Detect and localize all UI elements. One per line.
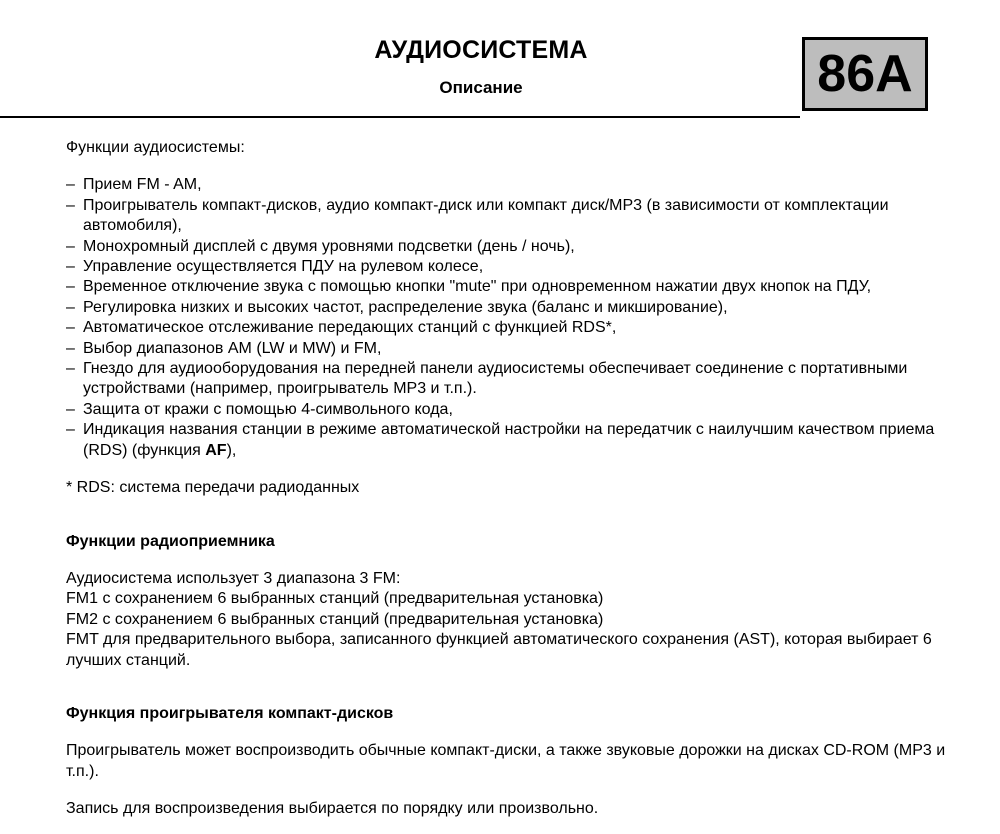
- list-item-text: Гнездо для аудиооборудования на передней панели аудиосистемы обеспечивает соединение с портативными устройствами (например, проигрыватель MP3 и т.п.).: [83, 360, 908, 398]
- list-item-text-main: Индикация названия станции в режиме автоматической настройки на передатчик с наилучшим качеством приема (RDS) (функция: [83, 421, 935, 459]
- list-item: [66, 175, 946, 195]
- list-item-text: Проигрыватель компакт-дисков, аудио компакт-диск или компакт диск/MP3 (в зависимости от комплектации автомобиля),: [83, 196, 889, 235]
- section-code-badge: 86A: [802, 37, 928, 111]
- cd-paragraph: Проигрыватель может воспроизводить обычные компакт-диски, а также звуковые дорожки на дисках CD-ROM (MP3 и т.п.).: [66, 742, 946, 780]
- list-item: [66, 196, 946, 237]
- radio-section-body: [66, 569, 946, 671]
- list-item: [66, 400, 946, 420]
- radio-section-heading: Функции радиоприемника: [66, 532, 275, 550]
- intro-text: Функции аудиосистемы:: [66, 139, 245, 156]
- dash-bullet: –: [66, 319, 75, 337]
- radio-line: FM1 с сохранением 6 выбранных станций (предварительная установка): [66, 590, 604, 608]
- list-item: [66, 318, 946, 338]
- list-item: [66, 339, 946, 359]
- list-item-text: [83, 421, 934, 458]
- page-subtitle: Описание: [439, 78, 523, 97]
- list-item-text: Выбор диапазонов AM (LW и MW) и FM,: [83, 339, 382, 357]
- dash-bullet: –: [66, 196, 75, 214]
- dash-bullet: –: [66, 176, 75, 194]
- list-item: [66, 420, 946, 461]
- cd-section-heading: Функция проигрывателя компакт-дисков: [66, 704, 394, 722]
- cd-paragraph: Запись для воспроизведения выбирается по порядку или произвольно.: [66, 800, 599, 818]
- dash-bullet: –: [66, 360, 75, 378]
- document-body: [66, 130, 946, 820]
- radio-line: Аудиосистема использует 3 диапазона 3 FM:: [66, 569, 401, 587]
- list-item-text: Регулировка низких и высоких частот, распределение звука (баланс и микширование),: [83, 298, 728, 316]
- list-item-text: Временное отключение звука с помощью кнопки "mute" при одновременном нажатии двух кнопок на ПДУ,: [83, 278, 872, 296]
- list-item-text: Защита от кражи с помощью 4-символьного кода,: [83, 400, 453, 418]
- dash-bullet: –: [66, 237, 75, 255]
- feature-list: [66, 175, 946, 461]
- dash-bullet: –: [66, 400, 75, 418]
- list-item: [66, 359, 946, 400]
- dash-bullet: –: [66, 258, 75, 276]
- radio-line: FM2 с сохранением 6 выбранных станций (предварительная установка): [66, 610, 604, 628]
- list-item: [66, 298, 946, 318]
- list-item-text: Управление осуществляется ПДУ на рулевом колесе,: [83, 258, 484, 276]
- radio-line: FMT для предварительного выбора, записанного функцией автоматического сохранения (AST), которая выбирает 6 лучших станций.: [66, 631, 932, 669]
- dash-bullet: –: [66, 339, 75, 357]
- footnote: * RDS: система передачи радиоданных: [66, 479, 360, 497]
- dash-bullet: –: [66, 298, 75, 316]
- list-item: [66, 237, 946, 257]
- list-item-text: Прием FM - AM,: [83, 176, 202, 194]
- list-item-text-end: ),: [226, 441, 237, 459]
- page-title: АУДИОСИСТЕМА: [374, 36, 588, 64]
- list-item: [66, 257, 946, 277]
- dash-bullet: –: [66, 278, 75, 296]
- list-item-text: Монохромный дисплей с двумя уровнями подсветки (день / ночь),: [83, 237, 575, 255]
- af-function-label: AF: [205, 441, 227, 459]
- list-item-text: Автоматическое отслеживание передающих станций с функцией RDS*,: [83, 319, 617, 337]
- list-item: [66, 277, 946, 297]
- dash-bullet: –: [66, 421, 75, 439]
- header-divider: [0, 116, 800, 118]
